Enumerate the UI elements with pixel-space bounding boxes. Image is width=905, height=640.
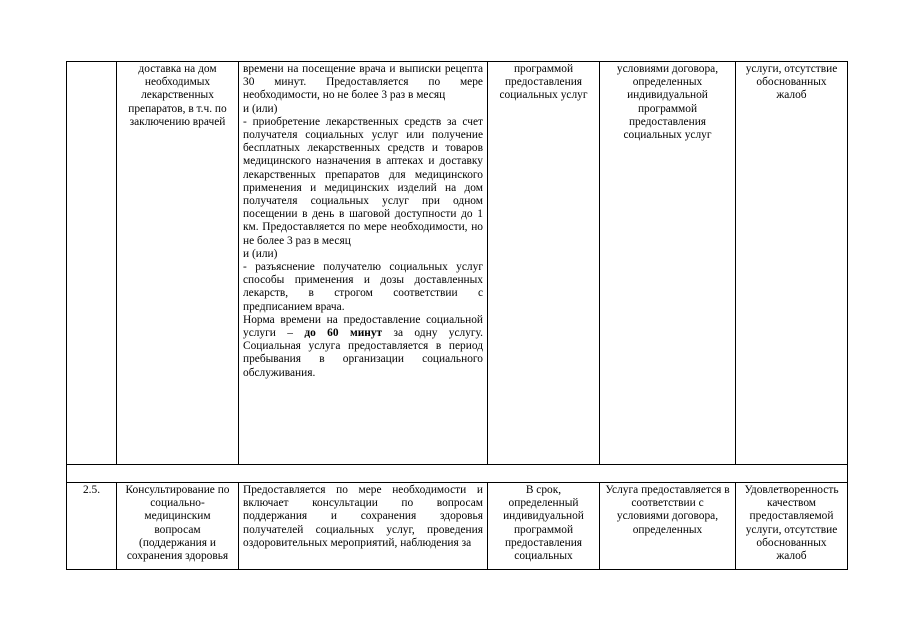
- service-name-cell: Консультирование по социально-медицинским вопросам (поддержания и сохранения здоровья: [117, 483, 239, 570]
- norm-time-bold: до 60 минут: [304, 327, 383, 340]
- service-conditions-cell: Услуга предоставляется в соответствии с условиями договора, определенных: [600, 483, 736, 570]
- description-paragraph: времени на посещение врача и выписки рецепта 30 минут. Предоставляется по мере необходимости, но не более 3 раз в месяц: [243, 63, 483, 102]
- service-name-cell: доставка на дом необходимых лекарственных препаратов, в т.ч. по заключению врачей: [117, 62, 239, 465]
- service-conditions-cell: условиями договора, определенных индивидуальной программой предоставления социальных услуг: [600, 62, 736, 465]
- table-row: [67, 62, 848, 465]
- quality-indicators-cell: Удовлетворенность качеством предоставляемой услуги, отсутствие обоснованных жалоб: [736, 483, 848, 570]
- norm-text: за одну услугу. Социальная услуга предоставляется в период пребывания в организации социального обслуживания.: [243, 327, 483, 379]
- row-separator: [67, 465, 848, 483]
- description-paragraph: - разъяснение получателю социальных услуг способы применения и дозы доставленных лекарств, в строгом соответствии с предписанием врача.: [243, 261, 483, 313]
- table-gap-row: [67, 465, 848, 483]
- row-number-cell: 2.5.: [67, 483, 117, 570]
- quality-indicators-cell: услуги, отсутствие обоснованных жалоб: [736, 62, 848, 465]
- description-paragraph: и (или): [243, 102, 278, 115]
- table-row: [67, 483, 848, 570]
- service-description-cell: [239, 62, 488, 465]
- services-table: [66, 61, 848, 570]
- service-term-cell: В срок, определенный индивидуальной программой предоставления социальных: [488, 483, 600, 570]
- norm-text: Норма времени на предоставление социальной услуги –: [243, 313, 483, 340]
- description-paragraph: и (или): [243, 247, 278, 260]
- row-number-cell: [67, 62, 117, 465]
- description-paragraph: - приобретение лекарственных средств за счет получателя социальных услуг или получение бесплатных лекарственных средств и товаров медицинского назначения в аптеках и доставку лекарственных препаратов для медицинского применения и медицинских изделий на дом получателя социальных услуг при одном посещении в день в шаговой доступности до 1 км. Предоставляется по мере необходимости, но не более 3 раз в месяц: [243, 115, 483, 247]
- description-paragraph: [243, 314, 483, 380]
- service-description-cell: Предоставляется по мере необходимости и включает консультации по вопросам поддержания и сохранения здоровья получателей социальных услуг, проведения оздоровительных мероприятий, наблюдения за: [239, 483, 488, 570]
- service-term-cell: программой предоставления социальных услуг: [488, 62, 600, 465]
